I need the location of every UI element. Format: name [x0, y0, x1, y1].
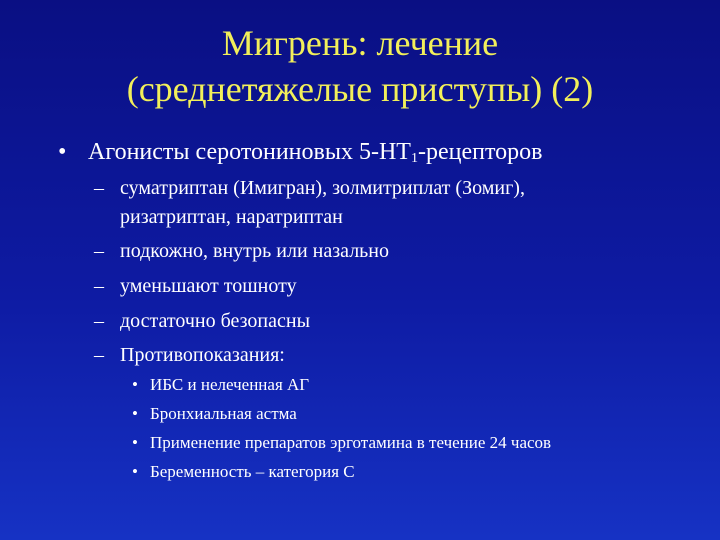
bullet-marker: •: [132, 462, 138, 481]
sub-item-contraindications-text: Противопоказания:: [120, 344, 285, 366]
contraindication-text: Беременность – категория С: [150, 462, 355, 481]
main-bullet-text-end: -рецепторов: [417, 139, 543, 165]
bullet-marker: •: [132, 404, 138, 423]
title-line-1: Мигрень: лечение: [221, 23, 499, 63]
sub-item-drugs-line-2: ризатриптан, наратриптан: [120, 206, 343, 228]
sub-item-safety-text: достаточно безопасны: [120, 310, 311, 332]
receptor-subscript: 1: [410, 151, 418, 166]
sub-item-routes-text: подкожно, внутрь или назально: [120, 240, 390, 262]
bullet-marker: •: [132, 433, 138, 452]
dash-marker: –: [94, 275, 104, 297]
sub-item-nausea-text: уменьшают тошноту: [120, 275, 297, 297]
bullet-marker: •: [132, 375, 138, 394]
main-bullet-text: Агонисты серотониновых 5-НТ: [88, 139, 411, 165]
contraindication-text: Бронхиальная астма: [150, 404, 297, 423]
dash-marker: –: [94, 240, 104, 262]
sub-item-drugs-line-1: суматриптан (Имигран), золмитриплат (Зомиг),: [120, 177, 525, 199]
dash-marker: –: [94, 344, 104, 366]
dash-marker: –: [94, 177, 104, 199]
contraindication-text: ИБС и нелеченная АГ: [150, 375, 310, 394]
dash-marker: –: [94, 310, 104, 332]
bullet-marker: •: [58, 139, 67, 165]
contraindication-text: Применение препаратов эрготамина в течение 24 часов: [150, 433, 552, 452]
title-line-2: (среднетяжелые приступы) (2): [126, 69, 594, 109]
main-bullet: [58, 137, 542, 167]
